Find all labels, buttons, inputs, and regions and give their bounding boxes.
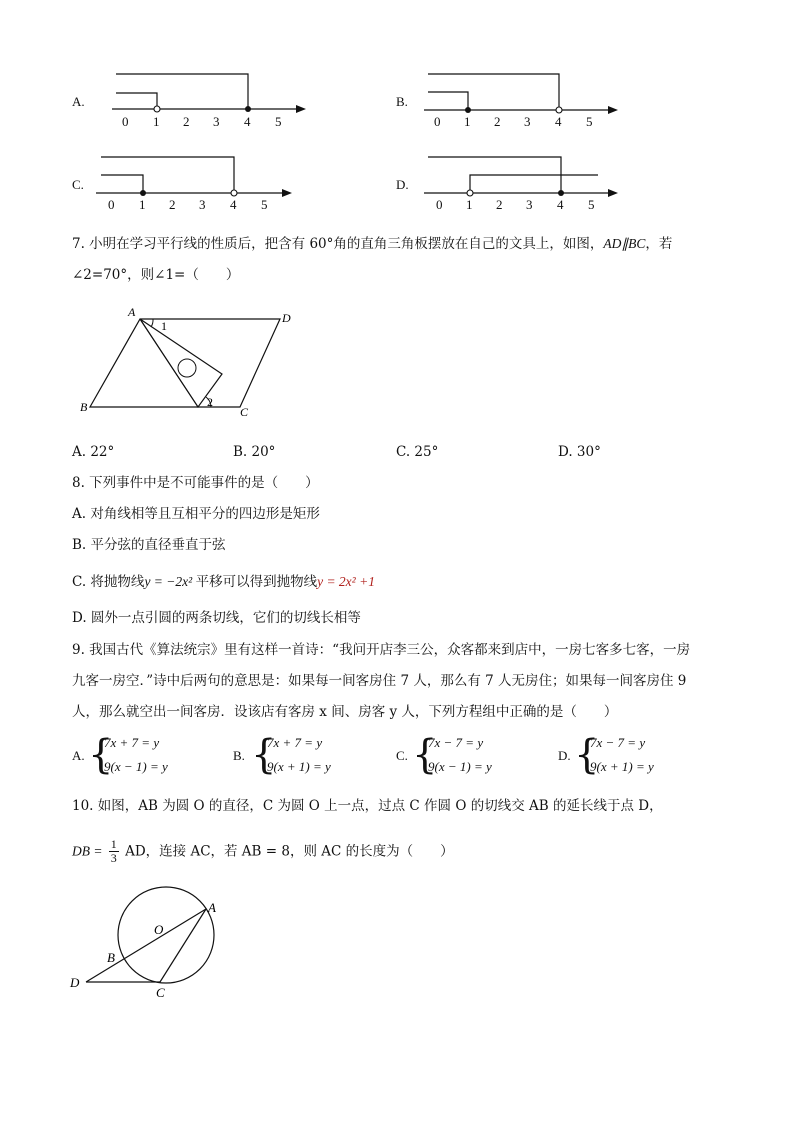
q6-a-tick-2: 2 bbox=[183, 114, 190, 129]
q10-stem-rest: AD，连接 AC，若 AB = 8，则 AC 的长度为（ ） bbox=[125, 843, 454, 860]
q10-fraction-num: 1 bbox=[110, 837, 117, 851]
q10-label-o: O bbox=[154, 922, 164, 937]
q9-option-c-eq2: 9(x − 1) = y bbox=[428, 759, 492, 774]
q8-option-d[interactable]: D. 圆外一点引圆的两条切线，它们的切线长相等 bbox=[72, 610, 361, 626]
q7-stem-suffix: ，若 bbox=[645, 236, 673, 252]
q6-d-tick-1: 1 bbox=[466, 197, 473, 212]
q6-a-tick-1: 1 bbox=[153, 114, 160, 129]
q7-figure bbox=[0, 300, 330, 425]
q6-option-a-label: A. bbox=[72, 94, 85, 109]
q6-d-tick-4: 4 bbox=[557, 197, 564, 212]
q6-b-tick-1: 1 bbox=[464, 114, 471, 129]
q9-option-a-eq2: 9(x − 1) = y bbox=[104, 759, 168, 774]
q9-option-c-brace: { bbox=[412, 732, 438, 778]
q7-option-d[interactable]: D. 30° bbox=[558, 444, 601, 460]
q7-label-angle2: 2 bbox=[207, 395, 213, 409]
q9-option-d-eq1: 7x − 7 = y bbox=[590, 735, 646, 750]
q7-option-c[interactable]: C. 25° bbox=[396, 444, 439, 460]
q10-label-a: A bbox=[208, 900, 216, 915]
q10-figure bbox=[0, 880, 260, 1005]
q9-option-c-label: C. bbox=[396, 748, 408, 763]
q6-b-tick-2: 2 bbox=[494, 114, 501, 129]
q9-stem-line1: 9. 我国古代《算法统宗》里有这样一首诗：“我问开店李三公，众客都来到店中，一房七客多七客，一房 bbox=[72, 642, 691, 658]
q7-stem-math: AD∥BC bbox=[603, 236, 646, 251]
q10-stem-line2 bbox=[72, 838, 454, 868]
q7-label-c: C bbox=[240, 405, 249, 419]
q8-option-c-math2: y = 2x² +1 bbox=[317, 574, 375, 589]
q7-option-b[interactable]: B. 20° bbox=[233, 444, 276, 460]
q7-label-a: A bbox=[128, 305, 136, 319]
q6-c-tick-5: 5 bbox=[261, 197, 268, 212]
q10-label-c: C bbox=[156, 985, 165, 1000]
q7-stem-line2: ∠2=70°，则∠1=（ ） bbox=[72, 267, 240, 283]
q9-option-c-eq1: 7x − 7 = y bbox=[428, 735, 484, 750]
q6-a-tick-5: 5 bbox=[275, 114, 282, 129]
q8-option-a[interactable]: A. 对角线相等且互相平分的四边形是矩形 bbox=[72, 506, 320, 522]
q9-option-d-eq2: 9(x + 1) = y bbox=[590, 759, 654, 774]
q6-c-tick-3: 3 bbox=[199, 197, 206, 212]
q8-option-b[interactable]: B. 平分弦的直径垂直于弦 bbox=[72, 537, 226, 553]
q10-fraction-den: 3 bbox=[110, 851, 117, 865]
q8-option-c-math1: y = −2x² bbox=[144, 574, 196, 589]
q10-label-d: D bbox=[70, 975, 80, 990]
q8-option-c-mid: 平移可以得到抛物线 bbox=[195, 574, 318, 590]
q9-option-b-brace: { bbox=[251, 732, 277, 778]
q8-option-c[interactable] bbox=[72, 572, 375, 592]
q6-number-line-d bbox=[0, 0, 794, 220]
q9-option-a-label: A. bbox=[72, 748, 85, 763]
q6-d-tick-3: 3 bbox=[526, 197, 533, 212]
q9-option-a-eq1: 7x + 7 = y bbox=[104, 735, 160, 750]
q8-stem: 8. 下列事件中是不可能事件的是（ ） bbox=[72, 475, 319, 491]
q9-option-b-eq1: 7x + 7 = y bbox=[267, 735, 323, 750]
q9-stem-line2: 九客一房空．”诗中后两句的意思是：如果每一间客房住 7 人，那么有 7 人无房住；如果每一间客房住 9 bbox=[72, 673, 687, 689]
q6-option-b-label: B. bbox=[396, 94, 408, 109]
q10-fraction bbox=[109, 838, 119, 865]
q9-option-b-label: B. bbox=[233, 748, 245, 763]
q6-b-tick-0: 0 bbox=[434, 114, 441, 129]
q9-option-b-eq2: 9(x + 1) = y bbox=[267, 759, 331, 774]
q6-d-tick-0: 0 bbox=[436, 197, 443, 212]
q6-option-c-label: C. bbox=[72, 177, 84, 192]
q6-c-tick-4: 4 bbox=[230, 197, 237, 212]
q9-option-a-brace: { bbox=[88, 732, 114, 778]
q6-b-tick-4: 4 bbox=[555, 114, 562, 129]
q7-option-a[interactable]: A. 22° bbox=[72, 444, 115, 460]
q7-label-d: D bbox=[282, 311, 291, 325]
q6-c-tick-2: 2 bbox=[169, 197, 176, 212]
q9-option-c[interactable] bbox=[396, 732, 546, 780]
q6-option-d-label: D. bbox=[396, 177, 409, 192]
q10-label-b: B bbox=[107, 950, 115, 965]
q9-option-d-brace: { bbox=[574, 732, 600, 778]
q6-b-tick-3: 3 bbox=[524, 114, 531, 129]
q6-a-tick-0: 0 bbox=[122, 114, 129, 129]
q9-option-d[interactable] bbox=[558, 732, 708, 780]
q7-label-angle1: 1 bbox=[161, 319, 167, 333]
q6-b-tick-5: 5 bbox=[586, 114, 593, 129]
q10-stem-line1: 10. 如图，AB 为圆 O 的直径，C 为圆 O 上一点，过点 C 作圆 O 的切线交 AB 的延长线于点 D， bbox=[72, 798, 663, 814]
q10-db-label: DB = bbox=[72, 843, 103, 859]
q6-c-tick-0: 0 bbox=[108, 197, 115, 212]
q9-option-d-label: D. bbox=[558, 748, 571, 763]
q9-stem-line3: 人，那么就空出一间客房．设该店有客房 x 间、房客 y 人，下列方程组中正确的是（ ） bbox=[72, 704, 618, 720]
q6-d-tick-5: 5 bbox=[588, 197, 595, 212]
q7-stem-line1 bbox=[72, 234, 672, 254]
q6-a-tick-4: 4 bbox=[244, 114, 251, 129]
q9-option-a[interactable] bbox=[72, 732, 222, 780]
q6-d-tick-2: 2 bbox=[496, 197, 503, 212]
q7-stem-prefix: 7. 小明在学习平行线的性质后，把含有 60°角的直角三角板摆放在自己的文具上，如图， bbox=[72, 236, 604, 252]
q6-a-tick-3: 3 bbox=[213, 114, 220, 129]
q7-label-b: B bbox=[80, 400, 88, 414]
q6-c-tick-1: 1 bbox=[139, 197, 146, 212]
q9-option-b[interactable] bbox=[233, 732, 383, 780]
q8-option-c-prefix: C. 将抛物线 bbox=[72, 574, 145, 590]
